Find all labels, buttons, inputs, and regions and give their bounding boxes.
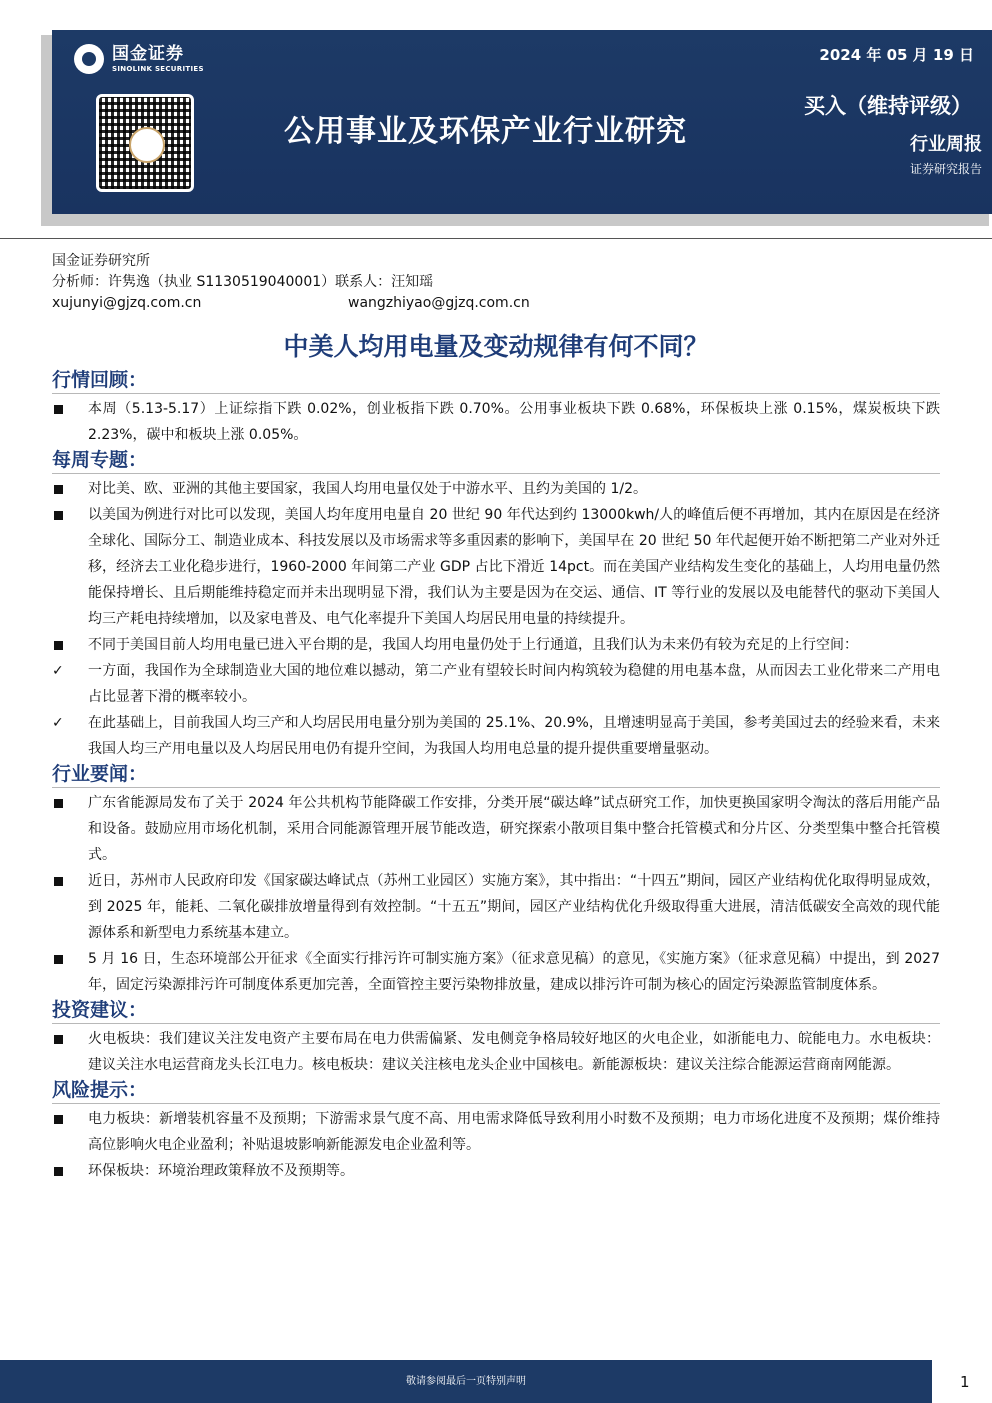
- list-item: 火电板块：我们建议关注发电资产主要布局在电力供需偏紧、发电侧竞争格局较好地区的火电企业，如浙能电力、皖能电力。水电板块：建议关注水电运营商龙头长江电力。核电板块：建议关注核电龙头企业中国核电。新能源板块：建议关注综合能源运营商南网能源。: [52, 1026, 940, 1078]
- analyst-email[interactable]: xujunyi@gjzq.com.cn: [52, 295, 202, 311]
- list-item: 环保板块：环境治理政策释放不及预期等。: [52, 1158, 940, 1184]
- square-bullet-icon: [54, 511, 63, 520]
- square-bullet-icon: [54, 799, 63, 808]
- list-item: 近日，苏州市人民政府印发《国家碳达峰试点（苏州工业园区）实施方案》，其中指出：“十四五”期间，园区产业结构优化取得明显成效，到 2025 年，能耗、二氧化碳排放增量得到有效控制。“十五五”期间，园区产业结构优化升级取得重大进展，清洁低碳安全高效的现代能源体系和新型电力系统基本建立。: [52, 868, 940, 946]
- list-item: 5 月 16 日，生态环境部公开征求《全面实行排污许可制实施方案》（征求意见稿）的意见，《实施方案》（征求意见稿）中提出，到 2027 年，固定污染源排污许可制度体系更加完善，全面管控主要污染物排放量，建成以排污许可制为核心的固定污染源监管制度体系。: [52, 946, 940, 998]
- header-divider: [0, 238, 992, 239]
- rating-label: 买入（维持评级）: [804, 94, 972, 118]
- list-item: 电力板块：新增装机容量不及预期；下游需求景气度不高、用电需求降低导致利用小时数不及预期；电力市场化进度不及预期；煤价维持高位影响火电企业盈利；补贴退坡影响新能源发电企业盈利等。: [52, 1106, 940, 1158]
- square-bullet-icon: [54, 1035, 63, 1044]
- section-heading-investment-advice: 投资建议：: [52, 998, 940, 1024]
- brand-name-en: SINOLINK SECURITIES: [112, 64, 204, 73]
- list-item: 对比美、欧、亚洲的其他主要国家，我国人均用电量仅处于中游水平、且约为美国的 1/2。: [52, 476, 940, 502]
- square-bullet-icon: [54, 1167, 63, 1176]
- section-heading-industry-news: 行业要闻：: [52, 762, 940, 788]
- square-bullet-icon: [54, 641, 63, 650]
- square-bullet-icon: [54, 485, 63, 494]
- analyst-line: 分析师：许隽逸（执业 S1130519040001）联系人：汪知瑶: [52, 274, 434, 290]
- contact-email[interactable]: wangzhiyao@gjzq.com.cn: [348, 295, 530, 311]
- list-item: 以美国为例进行对比可以发现，美国人均年度用电量自 20 世纪 90 年代达到约 13000kwh/人的峰值后便不再增加，其内在原因是在经济全球化、国际分工、制造业成本、科技发展以及市场需求等多重因素的影响下，美国早在 20 世纪 50 年代起便开始不断把第二产业对外迁移，经济去工业化稳步进行，1960-2000 年间第二产业 GDP 占比下滑近 14pct。而在美国产业结构发生变化的基础上，人均用电量仍然能保持增长、且后期能维持稳定而并未出现明显下滑，我们认为主要是因为在交运、通信、IT 等行业的发展以及电能替代的驱动下美国人均三产耗电持续增加，以及家电普及、电气化率提升下美国人均居民用电量的持续提升。: [52, 502, 940, 632]
- section-heading-market-review: 行情回顾：: [52, 368, 940, 394]
- square-bullet-icon: [54, 955, 63, 964]
- brand-logo: [74, 44, 204, 74]
- analyst-info: [52, 251, 530, 314]
- report-type: 行业周报: [910, 134, 982, 155]
- check-item: ✓ 在此基础上，目前我国人均三产和人均居民用电量分别为美国的 25.1%、20.9%，且增速明显高于美国，参考美国过去的经验来看，未来我国人均三产用电量以及人均居民用电仍有提升空间，为我国人均用电总量的提升提供重要增量驱动。: [52, 710, 940, 762]
- checkmark-icon: ✓: [52, 663, 64, 679]
- square-bullet-icon: [54, 1115, 63, 1124]
- qr-code-icon: [96, 94, 194, 192]
- report-header: [52, 30, 992, 214]
- report-subtype: 证券研究报告: [909, 162, 982, 176]
- check-item: ✓ 一方面，我国作为全球制造业大国的地位难以撼动，第二产业有望较长时间内构筑较为稳健的用电基本盘，从而因去工业化带来二产用电占比显著下滑的概率较小。: [52, 658, 940, 710]
- page-number: 1: [960, 1373, 970, 1391]
- report-body: [52, 368, 940, 1184]
- square-bullet-icon: [54, 405, 63, 414]
- square-bullet-icon: [54, 877, 63, 886]
- brand-name-cn: 国金证券: [112, 43, 184, 64]
- list-item: 不同于美国目前人均用电量已进入平台期的是，我国人均用电量仍处于上行通道，且我们认为未来仍有较为充足的上行空间：: [52, 632, 940, 658]
- list-item: 广东省能源局发布了关于 2024 年公共机构节能降碳工作安排，分类开展“碳达峰”试点研究工作，加快更换国家明令淘汰的落后用能产品和设备。鼓励应用市场化机制，采用合同能源管理开展节能改造，研究探索小散项目集中整合托管模式和分片区、分类型集中整合托管模式。: [52, 790, 940, 868]
- industry-title: 公用事业及环保产业行业研究: [284, 114, 687, 149]
- institute-name: 国金证券研究所: [52, 253, 150, 269]
- footer-disclaimer: 敬请参阅最后一页特别声明: [0, 1360, 932, 1403]
- report-main-title: 中美人均用电量及变动规律有何不同？: [283, 332, 709, 361]
- section-heading-weekly-topic: 每周专题：: [52, 448, 940, 474]
- section-heading-risk-warning: 风险提示：: [52, 1078, 940, 1104]
- checkmark-icon: ✓: [52, 715, 64, 731]
- list-item: 本周（5.13-5.17）上证综指下跌 0.02%，创业板指下跌 0.70%。公用事业板块下跌 0.68%，环保板块上涨 0.15%，煤炭板块下跌 2.23%，碳中和板块上涨 0.05%。: [52, 396, 940, 448]
- report-date: 2024 年 05 月 19 日: [819, 46, 974, 64]
- logo-icon: [74, 44, 104, 74]
